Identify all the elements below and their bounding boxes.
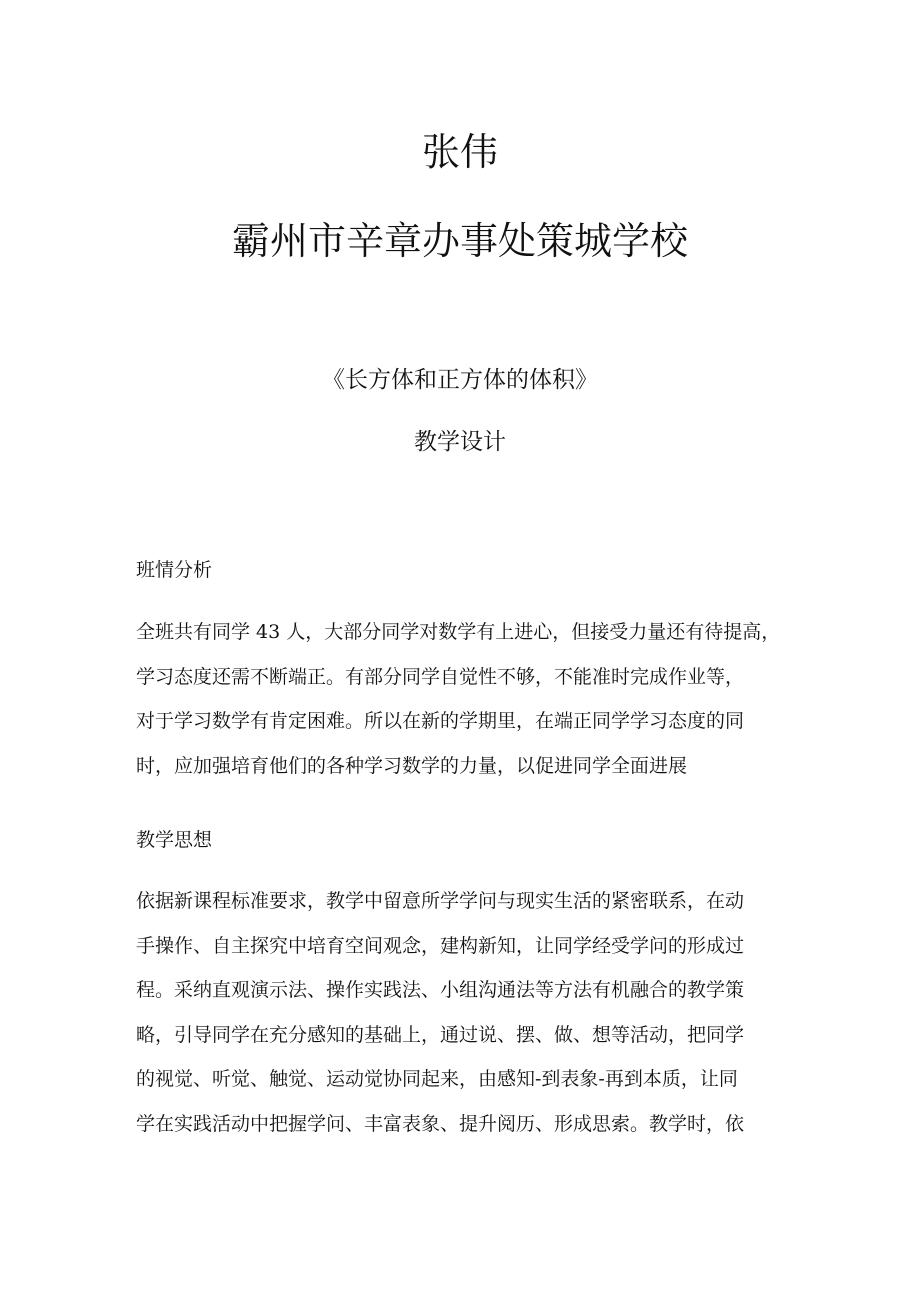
author-name: 张伟 <box>421 130 498 174</box>
paragraph-line: 学在实践活动中把握学问、丰富表象、提升阅历、形成思索。教学时，依 <box>136 1112 745 1135</box>
paragraph-line: 略，引导同学在充分感知的基础上，通过说、摆、做、想等活动，把同学 <box>136 1023 745 1046</box>
paragraph-line: 手操作、自主探究中培育空间观念，建构新知，让同学经受学问的形成过 <box>136 934 745 957</box>
paragraph-line: 依据新课程标准要求，教学中留意所学学问与现实生活的紧密联系，在动 <box>136 890 745 912</box>
paragraph-line: 程。采纳直观演示法、操作实践法、小组沟通法等方法有机融合的教学策 <box>136 979 745 1002</box>
paragraph-line: 的视觉、听觉、触觉、运动觉协同起来，由感知-到表象-再到本质，让同 <box>136 1068 738 1091</box>
paragraph-line: 学习态度还需不断端正。有部分同学自觉性不够，不能准时完成作业等， <box>136 665 745 688</box>
paragraph-line: 全班共有同学 43 人，大部分同学对数学有上进心，但接受力量还有待提高， <box>136 621 781 643</box>
section-heading-teaching-philosophy: 教学思想 <box>136 829 213 851</box>
section-heading-class-analysis: 班情分析 <box>136 559 213 581</box>
lesson-title: 《长方体和正方体的体积》 <box>322 367 598 393</box>
paragraph-line: 时，应加强培育他们的各种学习数学的力量，以促进同学全面进展 <box>136 754 688 777</box>
class-analysis-paragraph <box>136 618 786 796</box>
school-name: 霸州市辛章办事处策城学校 <box>231 219 688 263</box>
paragraph-line: 对于学习数学有肯定困难。所以在新的学期里，在端正同学学习态度的同 <box>136 710 745 733</box>
teaching-philosophy-paragraph <box>136 887 786 1155</box>
document-type: 教学设计 <box>414 429 506 455</box>
